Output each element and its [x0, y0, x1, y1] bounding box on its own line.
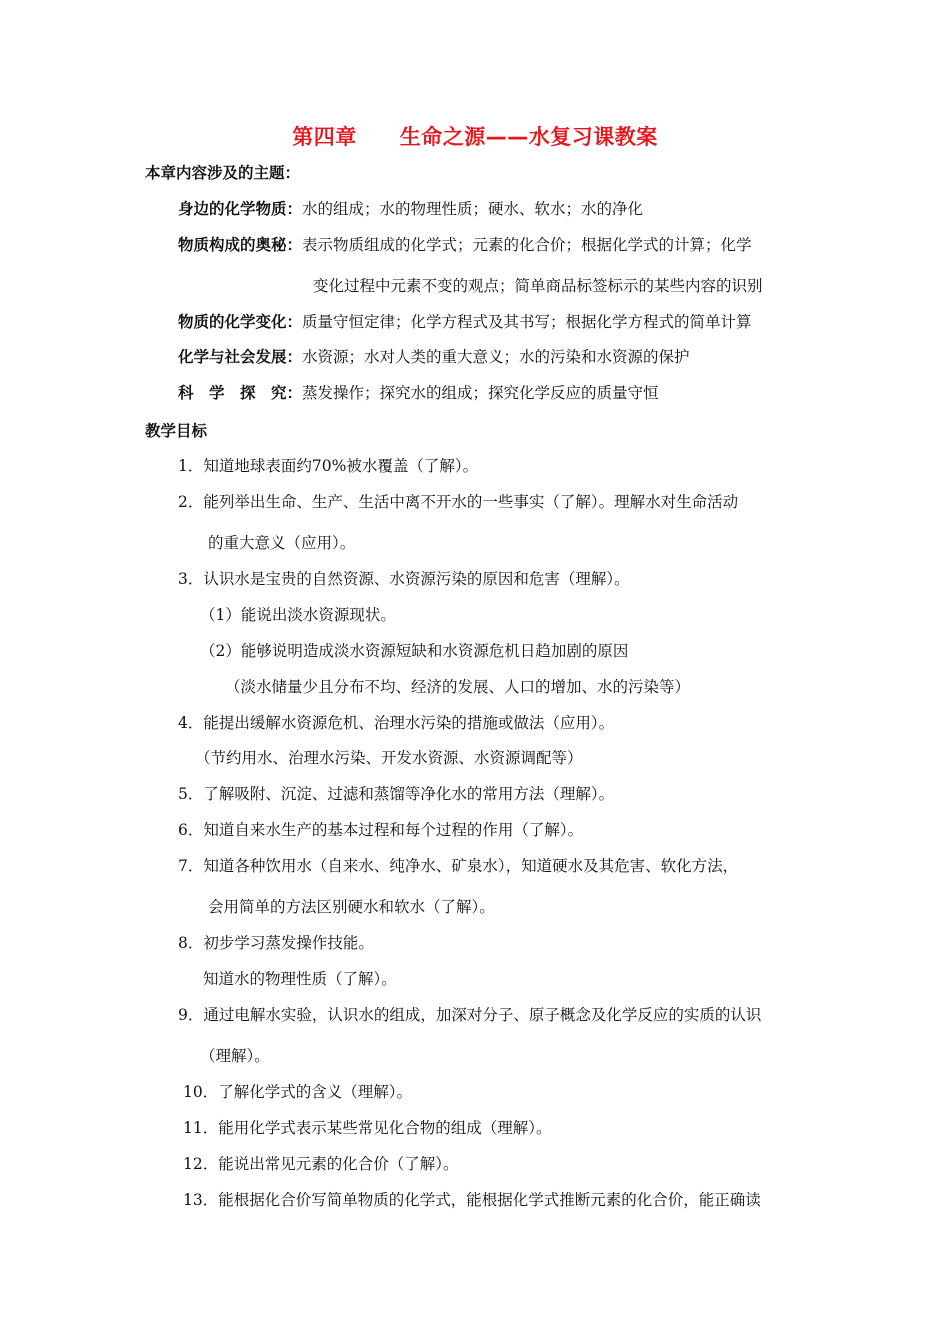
topic-key: 物质构成的奥秘： [178, 236, 303, 254]
goal-note: （淡水储量少且分布不均、经济的发展、人口的增加、水的污染等） [225, 678, 691, 696]
goal-item: 10．了解化学式的含义（理解）。 [183, 1083, 412, 1101]
topic-value: 水的组成；水的物理性质；硬水、软水；水的净化 [302, 200, 644, 218]
topic-item [178, 199, 643, 219]
goal-item-continuation: 知道水的物理性质（了解）。 [203, 970, 397, 988]
goal-item-continuation: （理解）。 [200, 1047, 270, 1065]
topic-key: 化学与社会发展： [178, 348, 303, 366]
goal-item: 5．了解吸附、沉淀、过滤和蒸馏等净化水的常用方法（理解）。 [178, 785, 615, 803]
topics-heading: 本章内容涉及的主题： [145, 164, 301, 182]
goal-item-continuation: 会用简单的方法区别硬水和软水（了解）。 [208, 898, 495, 916]
topic-value: 蒸发操作；探究水的组成；探究化学反应的质量守恒 [302, 384, 659, 402]
goal-item: 12．能说出常见元素的化合价（了解）。 [183, 1155, 459, 1173]
topic-value: 表示物质组成的化学式；元素的化合价；根据化学式的计算；化学 [302, 236, 752, 254]
topic-item [178, 347, 690, 367]
goal-item: 1．知道地球表面约70%被水覆盖（了解）。 [178, 457, 479, 475]
topic-item [178, 235, 752, 255]
topic-value: 质量守恒定律；化学方程式及其书写；根据化学方程式的简单计算 [302, 313, 752, 331]
goal-item: 8．初步学习蒸发操作技能。 [178, 934, 374, 952]
goal-item: 13．能根据化合价写简单物质的化学式，能根据化学式推断元素的化合价，能正确读 [183, 1191, 761, 1209]
topic-key: 科 学 探 究： [178, 384, 303, 402]
goal-note: （节约用水、治理水污染、开发水资源、水资源调配等） [195, 749, 583, 767]
goal-item: 6．知道自来水生产的基本过程和每个过程的作用（了解）。 [178, 821, 584, 839]
goal-subitem: （2）能够说明造成淡水资源短缺和水资源危机日趋加剧的原因 [200, 642, 629, 660]
goals-heading: 教学目标 [145, 422, 208, 440]
topic-key: 物质的化学变化： [178, 313, 303, 331]
topic-item [178, 312, 752, 332]
topic-item [178, 383, 659, 403]
topic-value-continuation: 变化过程中元素不变的观点；简单商品标签标示的某些内容的识别 [313, 277, 763, 295]
goal-item: 4．能提出缓解水资源危机、治理水污染的措施或做法（应用）。 [178, 714, 615, 732]
topic-value: 水资源；水对人类的重大意义；水的污染和水资源的保护 [302, 348, 690, 366]
page-title: 第四章 生命之源——水复习课教案 [292, 125, 658, 149]
goal-item-continuation: 的重大意义（应用）。 [208, 534, 356, 552]
goal-item: 3．认识水是宝贵的自然资源、水资源污染的原因和危害（理解）。 [178, 570, 630, 588]
goal-item: 7．知道各种饮用水（自来水、纯净水、矿泉水），知道硬水及其危害、软化方法， [178, 857, 739, 875]
goal-subitem: （1）能说出淡水资源现状。 [200, 606, 396, 624]
goal-item: 11．能用化学式表示某些常见化合物的组成（理解）。 [183, 1119, 552, 1137]
goal-item: 9．通过电解水实验，认识水的组成，加深对分子、原子概念及化学反应的实质的认识 [178, 1006, 762, 1024]
goal-item: 2．能列举出生命、生产、生活中离不开水的一些事实（了解）。理解水对生命活动 [178, 493, 739, 511]
topic-key: 身边的化学物质： [178, 200, 303, 218]
